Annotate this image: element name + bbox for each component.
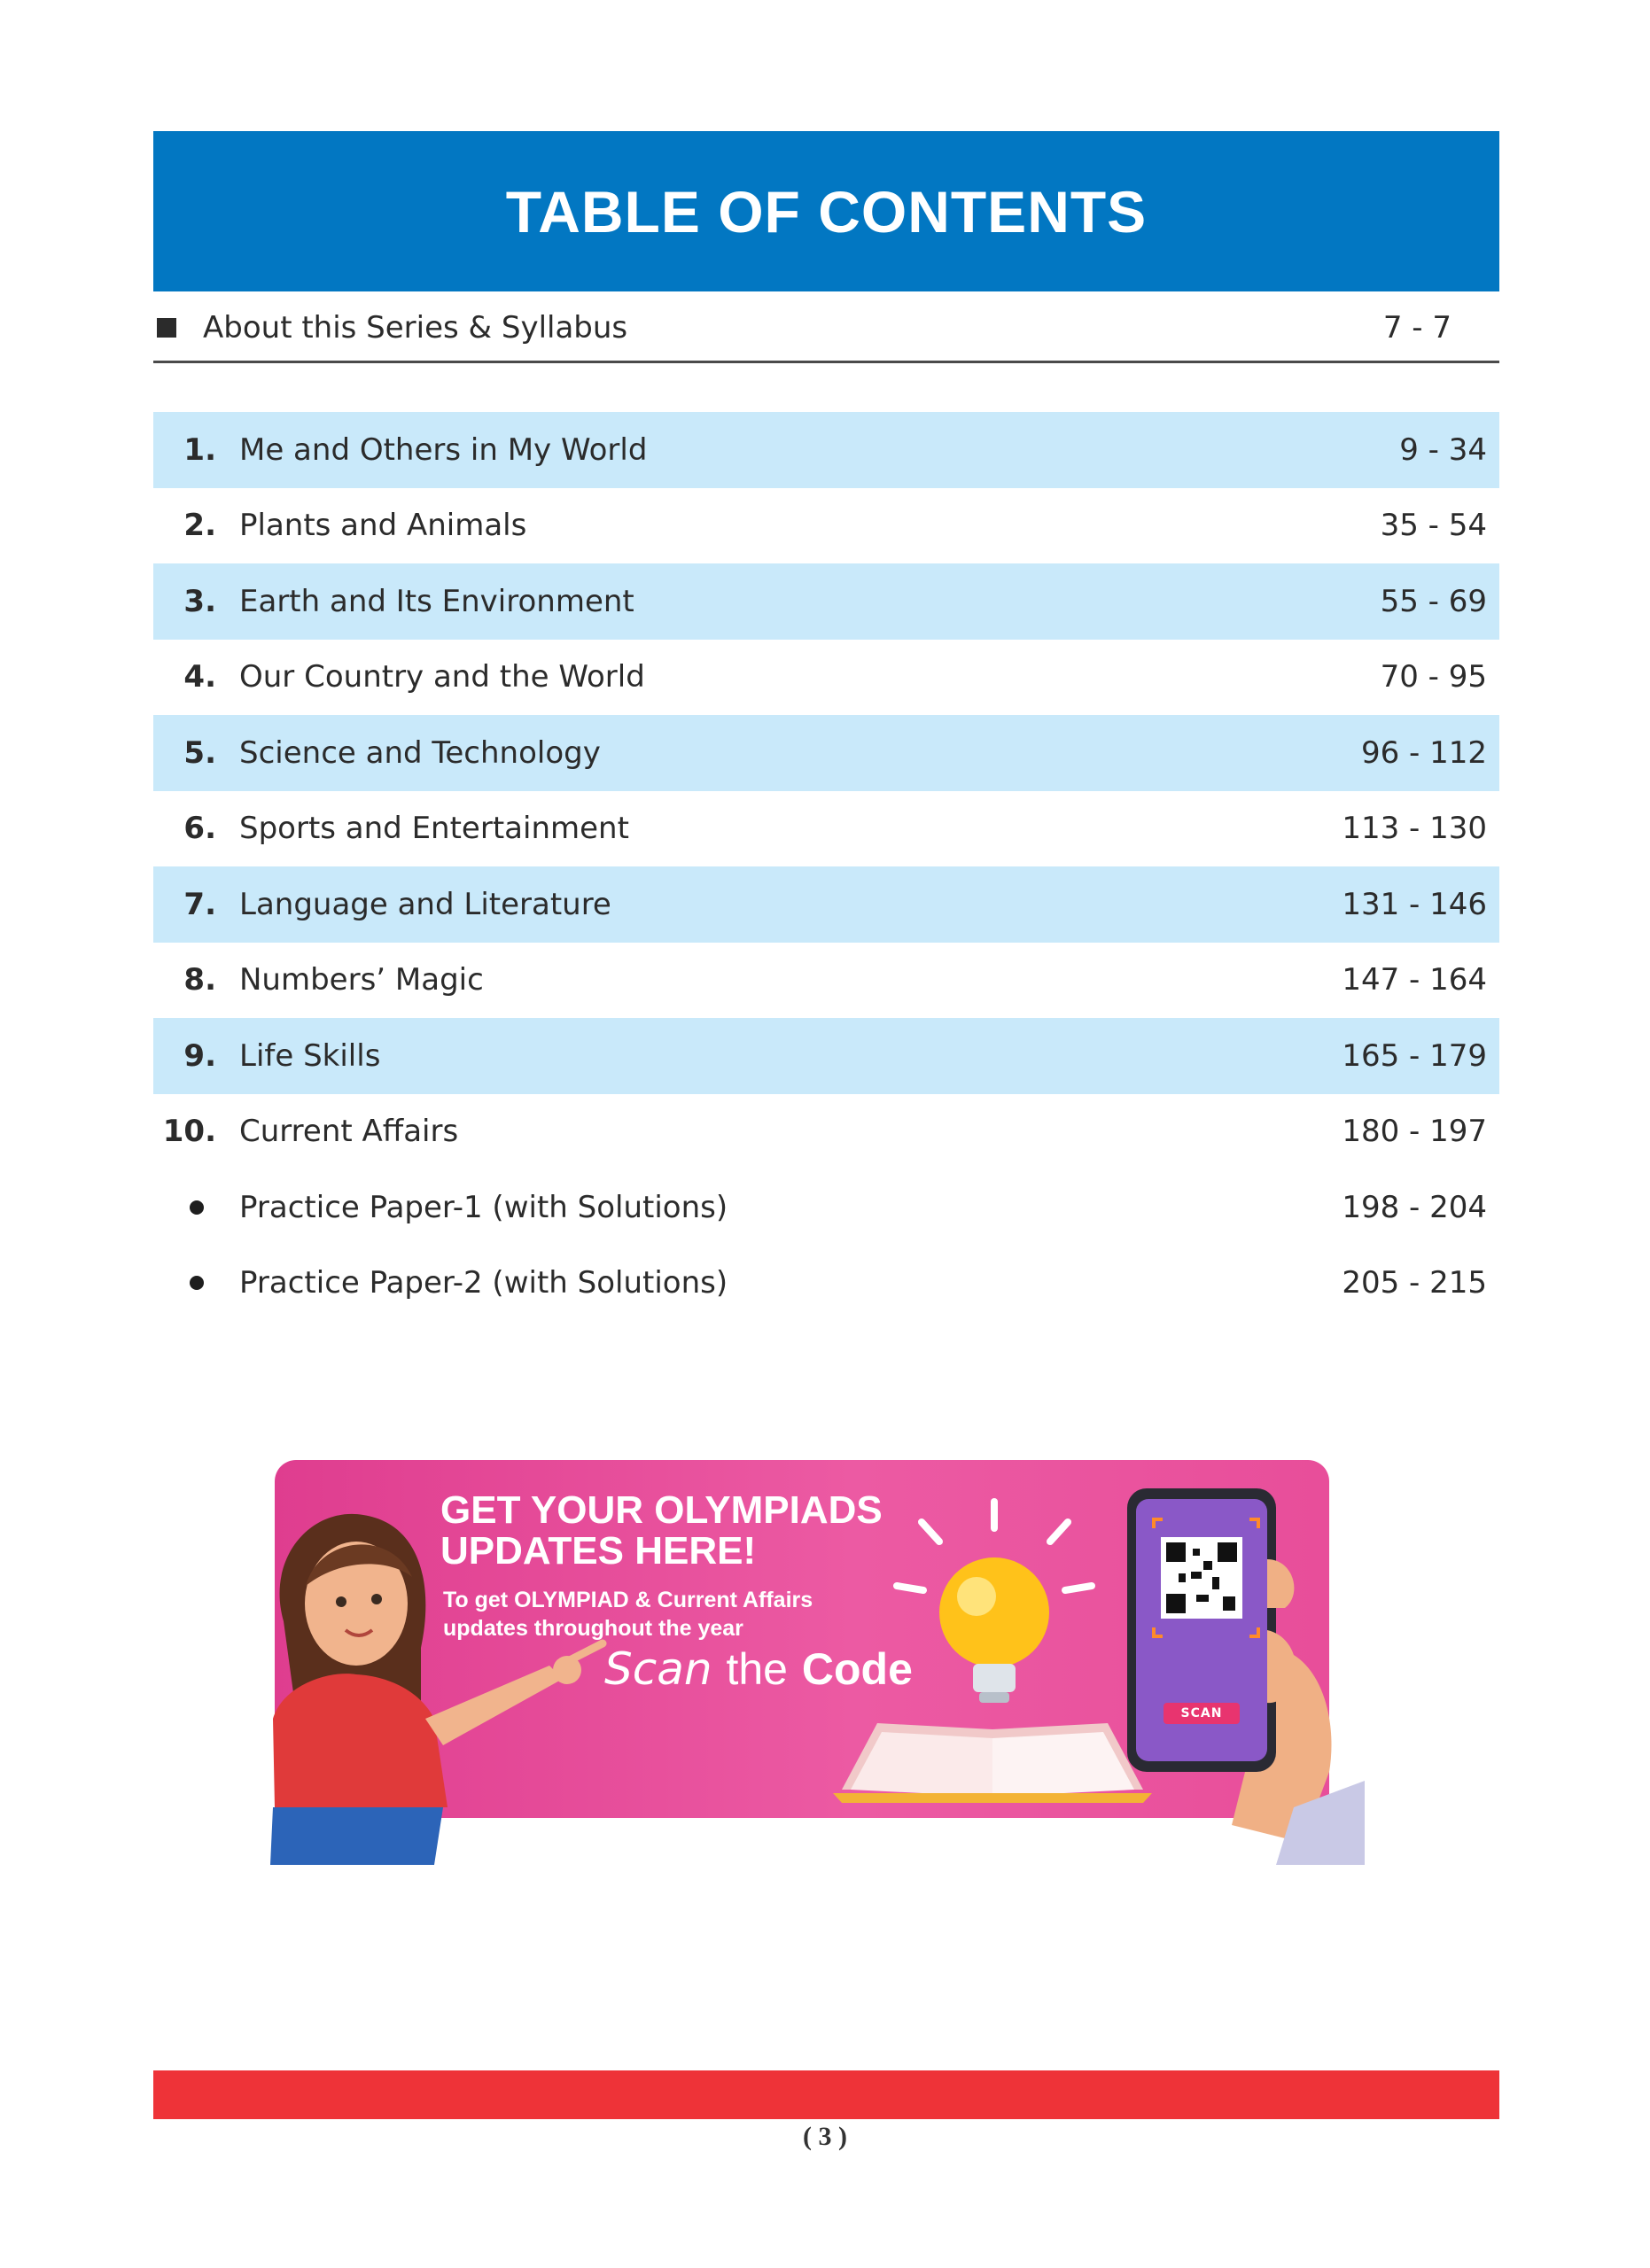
toc-row[interactable] (153, 563, 1499, 640)
cta-scan: Scan (604, 1643, 712, 1695)
bullet-dot-icon (190, 1276, 204, 1290)
chapter-number: 4. (183, 659, 216, 695)
chapter-title: Sports and Entertainment (239, 811, 629, 847)
toc-row[interactable] (153, 1094, 1499, 1170)
chapter-number: 5. (183, 734, 216, 771)
chapter-pages: 70 - 95 (1380, 659, 1487, 695)
chapter-title: Earth and Its Environment (239, 583, 634, 619)
toc-header (153, 131, 1499, 291)
hand-holding-phone-icon (1127, 1488, 1365, 1865)
banner-sub-line1: To get OLYMPIAD & Current Affairs (443, 1588, 813, 1612)
chapter-pages: 147 - 164 (1342, 962, 1487, 998)
cta-the: the (726, 1644, 788, 1694)
practice-row[interactable] (153, 1246, 1499, 1322)
chapter-title: Plants and Animals (239, 508, 527, 544)
practice-title: Practice Paper-2 (with Solutions) (239, 1265, 728, 1301)
toc-row[interactable] (153, 791, 1499, 867)
chapter-number: 6. (183, 811, 216, 847)
chapter-pages: 9 - 34 (1399, 431, 1487, 468)
toc-row[interactable] (153, 1018, 1499, 1094)
chapter-title: Our Country and the World (239, 659, 645, 695)
about-title: About this Series & Syllabus (203, 309, 628, 346)
chapter-pages: 55 - 69 (1380, 583, 1487, 619)
chapter-number: 3. (183, 583, 216, 619)
toc-row[interactable] (153, 715, 1499, 791)
chapter-number: 10. (162, 1114, 216, 1150)
banner-sub-line2: updates throughout the year (443, 1616, 743, 1641)
chapter-title: Language and Literature (239, 886, 611, 922)
about-pages: 7 - 7 (1382, 309, 1452, 346)
page-title: TABLE OF CONTENTS (505, 178, 1148, 245)
practice-pages: 198 - 204 (1342, 1189, 1487, 1225)
chapter-pages: 180 - 197 (1342, 1114, 1487, 1150)
toc-row[interactable] (153, 866, 1499, 943)
banner-heading (440, 1490, 937, 1572)
banner-subtext (443, 1586, 868, 1643)
practice-title: Practice Paper-1 (with Solutions) (239, 1189, 728, 1225)
practice-row[interactable] (153, 1169, 1499, 1246)
chapter-pages: 165 - 179 (1342, 1037, 1487, 1074)
scan-the-code-text (604, 1643, 913, 1695)
toc-row[interactable] (153, 640, 1499, 716)
chapter-number: 9. (183, 1037, 216, 1074)
scan-button[interactable]: SCAN (1164, 1703, 1240, 1724)
bullet-dot-icon (190, 1200, 204, 1215)
chapter-pages: 96 - 112 (1360, 734, 1487, 771)
about-row[interactable] (153, 294, 1499, 363)
footer-bar (153, 2070, 1499, 2119)
page-number: ( 3 ) (803, 2122, 847, 2151)
chapter-number: 2. (183, 508, 216, 544)
banner-heading-line1: GET YOUR OLYMPIADS (440, 1488, 883, 1532)
toc-row[interactable] (153, 943, 1499, 1019)
bullet-cell (153, 1200, 239, 1215)
chapter-title: Me and Others in My World (239, 431, 648, 468)
chapter-pages: 131 - 146 (1342, 886, 1487, 922)
toc-list (153, 412, 1499, 1321)
cta-code: Code (801, 1644, 913, 1694)
open-book-icon (833, 1723, 1152, 1803)
chapter-title: Life Skills (239, 1037, 381, 1074)
square-bullet-icon (157, 318, 176, 338)
chapter-number: 8. (183, 962, 216, 998)
practice-pages: 205 - 215 (1342, 1265, 1487, 1301)
chapter-pages: 113 - 130 (1342, 811, 1487, 847)
toc-row[interactable] (153, 412, 1499, 488)
chapter-title: Numbers’ Magic (239, 962, 484, 998)
toc-row[interactable] (153, 488, 1499, 564)
lightbulb-icon (939, 1557, 1049, 1703)
olympiad-banner[interactable] (257, 1453, 1365, 1865)
bullet-cell (153, 1276, 239, 1290)
banner-heading-line2: UPDATES HERE! (440, 1529, 757, 1573)
chapter-pages: 35 - 54 (1380, 508, 1487, 544)
chapter-number: 1. (183, 431, 216, 468)
chapter-title: Current Affairs (239, 1114, 459, 1150)
chapter-number: 7. (183, 886, 216, 922)
chapter-title: Science and Technology (239, 734, 601, 771)
